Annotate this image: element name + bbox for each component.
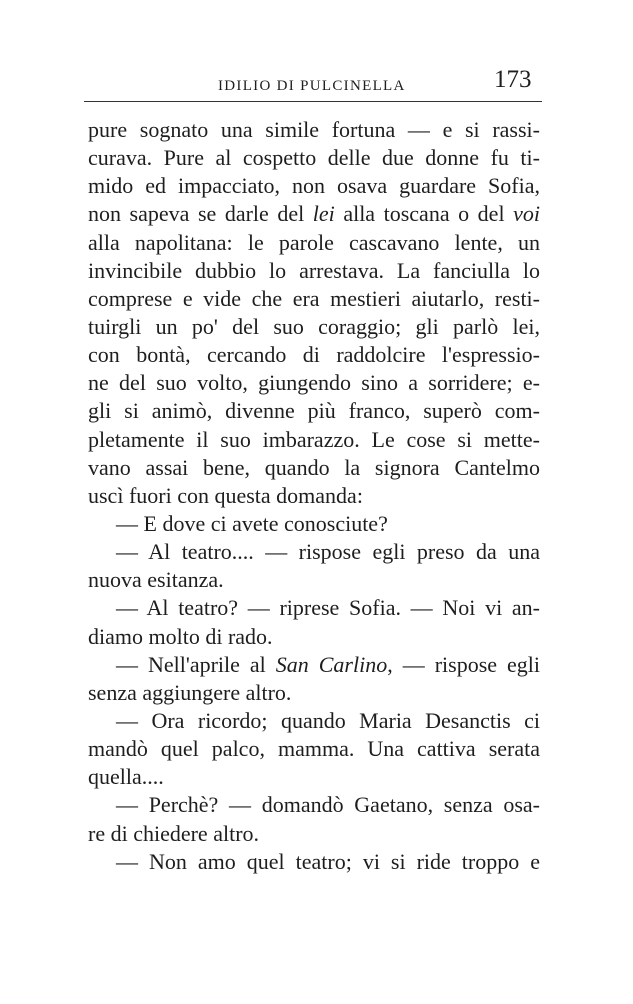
header-rule [84, 101, 542, 102]
text-line: ne del suo volto, giungendo sino a sorridere; e- [88, 370, 540, 396]
text-segment: , — rispose egli [387, 651, 540, 677]
text-segment: — Nell'aprile al [116, 651, 276, 677]
page-number: 173 [494, 66, 532, 93]
text-segment: non sapeva se darle del [88, 201, 313, 227]
italic-word: San Carlino [275, 651, 388, 677]
text-line: tuirgli un po' del suo coraggio; gli parlò lei, [88, 313, 540, 339]
text-line: vano assai bene, quando la signora Cantelmo [88, 454, 540, 480]
text-line: pletamente il suo imbarazzo. Le cose si mette- [88, 426, 540, 452]
text-line: re di chiedere altro. [88, 820, 260, 846]
text-body [88, 116, 540, 876]
text-line: pure sognato una simile fortuna — e si rassi- [88, 117, 540, 142]
text-line: quella.... [88, 764, 164, 790]
text-line: alla napolitana: le parole cascavano lente, un [88, 229, 540, 255]
text-line: — Non amo quel teatro; vi si ride troppo e [116, 848, 540, 874]
text-line [88, 651, 540, 679]
text-line: mido ed impacciato, non osava guardare Sofia, [88, 173, 540, 199]
text-line: senza aggiungere altro. [88, 679, 292, 705]
text-line [88, 200, 540, 228]
italic-word: voi [513, 201, 540, 227]
text-line: comprese e vide che era mestieri aiutarlo, resti- [88, 285, 540, 311]
text-line: mandò quel palco, mamma. Una cattiva serata [88, 736, 540, 762]
text-line: con bontà, cercando di raddolcire l'espressio- [88, 342, 540, 368]
text-line: nuova esitanza. [88, 567, 224, 593]
text-line: diamo molto di rado. [88, 623, 273, 649]
text-line: — Perchè? — domandò Gaetano, senza osa- [116, 792, 540, 818]
text-line: uscì fuori con questa domanda: [88, 482, 363, 508]
text-line: — Al teatro? — riprese Sofia. — Noi vi an- [116, 595, 540, 621]
italic-word: lei [312, 201, 335, 227]
text-line: curava. Pure al cospetto delle due donne fu ti- [88, 145, 540, 171]
text-line: — Ora ricordo; quando Maria Desanctis ci [116, 707, 540, 733]
text-line: invincibile dubbio lo arrestava. La fanciulla lo [88, 257, 540, 283]
text-line: gli si animò, divenne più franco, superò com- [88, 398, 540, 424]
text-segment: alla toscana o del [334, 201, 514, 227]
text-line: — E dove ci avete conosciute? [116, 510, 388, 536]
running-header-title: IDILIO DI PULCINELLA [218, 78, 406, 94]
text-line: — Al teatro.... — rispose egli preso da una [116, 539, 540, 565]
